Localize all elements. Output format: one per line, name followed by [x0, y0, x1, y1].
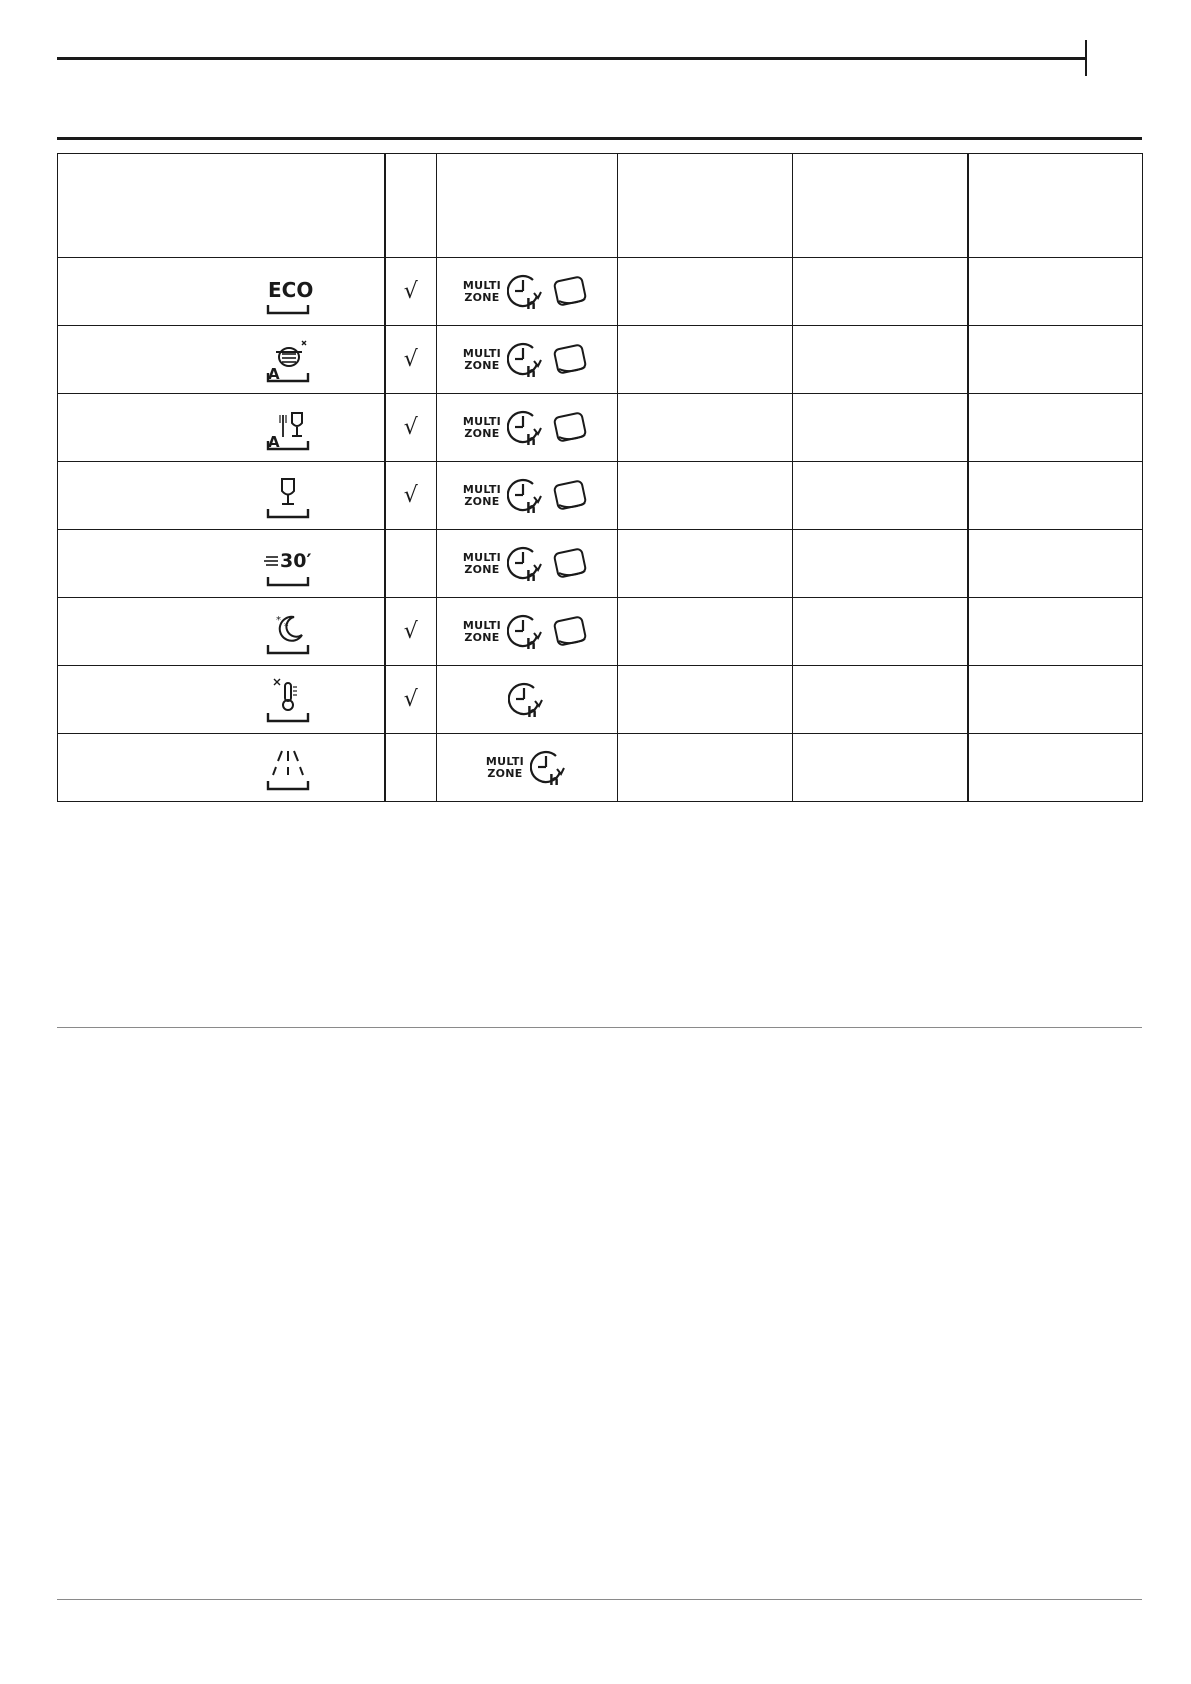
svg-text:*: * [283, 621, 288, 632]
program-icon-label: A [267, 432, 280, 451]
prewash-program-icon [262, 743, 314, 793]
header-cell-options [437, 154, 618, 258]
delay-start-icon [530, 748, 568, 788]
delay-start-icon [507, 272, 545, 312]
multizone-line1: MULTI [462, 346, 502, 360]
header-cell-program [58, 154, 385, 258]
empty-cell [968, 666, 1143, 734]
eco-program-icon [262, 267, 314, 317]
separator-rule [57, 1027, 1142, 1028]
check-cell [385, 666, 437, 734]
top-rule [57, 57, 1087, 60]
empty-cell [618, 666, 793, 734]
multizone-icon [486, 756, 524, 780]
checkmark-icon: √ [403, 279, 418, 304]
options-cell [437, 462, 618, 530]
multizone-icon [463, 280, 501, 304]
tablet-icon [551, 341, 591, 379]
header-cell-6 [968, 154, 1143, 258]
delay-letter: h [526, 296, 537, 312]
empty-cell [968, 598, 1143, 666]
check-cell [385, 394, 437, 462]
table-row [58, 666, 1143, 734]
multizone-line1: MULTI [462, 278, 502, 292]
table-row [58, 734, 1143, 802]
options-group [437, 272, 617, 312]
empty-cell [618, 530, 793, 598]
program-icon-label: 30′ [279, 549, 311, 572]
checkmark-icon: √ [403, 619, 418, 644]
tablet-icon [551, 477, 591, 515]
delay-start-icon [507, 612, 545, 652]
multizone-icon [463, 620, 501, 644]
empty-cell [793, 734, 968, 802]
empty-cell [793, 462, 968, 530]
empty-cell [793, 326, 968, 394]
table-row [58, 598, 1143, 666]
options-cell [437, 394, 618, 462]
checkmark-icon: √ [403, 483, 418, 508]
program-table [57, 153, 1143, 802]
multizone-icon [463, 484, 501, 508]
empty-cell [968, 530, 1143, 598]
checkmark-icon: √ [403, 415, 418, 440]
multizone-line1: MULTI [462, 482, 502, 496]
multizone-line1: MULTI [462, 414, 502, 428]
delay-start-icon [507, 340, 545, 380]
options-cell [437, 258, 618, 326]
empty-cell [968, 394, 1143, 462]
delay-letter: h [527, 704, 537, 720]
table-header-row [58, 154, 1143, 258]
empty-cell [793, 666, 968, 734]
program-cell [58, 258, 385, 326]
check-cell [385, 258, 437, 326]
program-cell [58, 734, 385, 802]
multizone-line2: ZONE [464, 426, 500, 440]
program-icon-label: ECO [267, 277, 313, 302]
multizone-icon [463, 552, 501, 576]
checkmark-icon: √ [403, 347, 418, 372]
table-row [58, 462, 1143, 530]
checkmark-icon: √ [403, 687, 418, 712]
options-group [437, 340, 617, 380]
empty-cell [793, 394, 968, 462]
check-cell [385, 734, 437, 802]
program-table-body [58, 154, 1143, 802]
multizone-icon [463, 416, 501, 440]
delay-letter: h [526, 636, 537, 652]
delay-start-icon [507, 408, 545, 448]
auto-intensive-icon [262, 335, 314, 385]
table-row [58, 394, 1143, 462]
check-cell [385, 326, 437, 394]
options-cell [437, 598, 618, 666]
delay-letter: h [526, 500, 537, 516]
delay-start-icon [507, 476, 545, 516]
empty-cell [968, 326, 1143, 394]
delay-start-icon [507, 544, 545, 584]
section-rule [57, 137, 1142, 140]
empty-cell [968, 462, 1143, 530]
header-cell-5 [793, 154, 968, 258]
svg-text:*: * [275, 614, 281, 626]
quick-30-icon [262, 539, 314, 589]
delay-letter: h [526, 432, 537, 448]
empty-cell [968, 258, 1143, 326]
empty-cell [793, 258, 968, 326]
multizone-line1: MULTI [462, 550, 502, 564]
empty-cell [618, 462, 793, 530]
delay-start-icon [508, 680, 546, 720]
program-cell [58, 326, 385, 394]
multizone-icon [463, 348, 501, 372]
tablet-icon [551, 545, 591, 583]
program-cell [58, 530, 385, 598]
options-cell [437, 326, 618, 394]
multizone-line1: MULTI [485, 754, 525, 768]
options-cell [437, 734, 618, 802]
program-cell [58, 666, 385, 734]
tablet-icon [551, 273, 591, 311]
empty-cell [793, 598, 968, 666]
table-row [58, 530, 1143, 598]
multizone-line2: ZONE [464, 562, 500, 576]
empty-cell [618, 258, 793, 326]
auto-normal-icon [262, 403, 314, 453]
program-cell [58, 598, 385, 666]
empty-cell [618, 734, 793, 802]
tablet-icon [551, 409, 591, 447]
options-group [437, 476, 617, 516]
options-cell [437, 530, 618, 598]
empty-cell [618, 326, 793, 394]
tablet-icon [551, 613, 591, 651]
top-tick-mark [1085, 40, 1087, 76]
multizone-line2: ZONE [464, 290, 500, 304]
options-group [437, 544, 617, 584]
multizone-line2: ZONE [464, 630, 500, 644]
delay-letter: h [549, 772, 560, 788]
multizone-line2: ZONE [487, 766, 523, 780]
footer-rule [57, 1599, 1142, 1600]
empty-cell [793, 530, 968, 598]
night-program-icon [262, 607, 314, 657]
options-group [437, 408, 617, 448]
multizone-line1: MULTI [462, 618, 502, 632]
delay-letter: h [526, 364, 537, 380]
program-cell [58, 394, 385, 462]
options-group [437, 680, 617, 720]
check-cell [385, 462, 437, 530]
options-group [437, 748, 617, 788]
multizone-line2: ZONE [464, 494, 500, 508]
multizone-line2: ZONE [464, 358, 500, 372]
options-group [437, 612, 617, 652]
check-cell [385, 598, 437, 666]
header-cell-4 [618, 154, 793, 258]
empty-cell [618, 598, 793, 666]
program-icon-label: A [267, 364, 280, 383]
empty-cell [618, 394, 793, 462]
check-cell [385, 530, 437, 598]
program-cell [58, 462, 385, 530]
table-row [58, 258, 1143, 326]
delay-letter: h [526, 568, 537, 584]
empty-cell [968, 734, 1143, 802]
table-row [58, 326, 1143, 394]
options-cell [437, 666, 618, 734]
hygiene-program-icon [262, 675, 314, 725]
header-cell-check [385, 154, 437, 258]
glass-program-icon [262, 471, 314, 521]
